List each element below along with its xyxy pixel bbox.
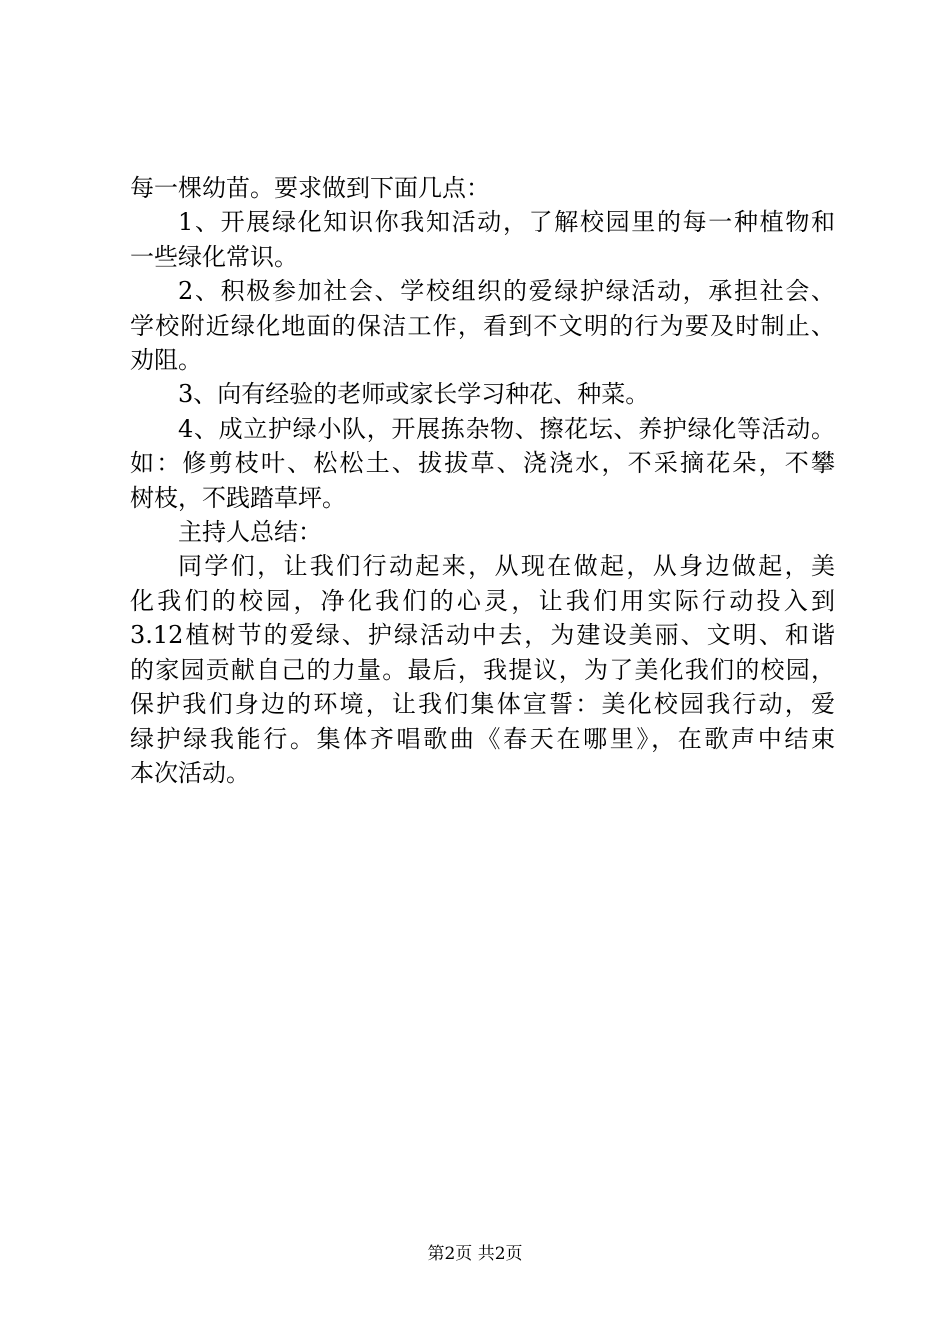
text-line: 一些绿化常识。 [130, 242, 298, 271]
page-number-footer: 第2页 共2页 [427, 1244, 523, 1264]
document-body [130, 171, 835, 790]
text-line: 绿护绿我能行。集体齐唱歌曲《春天在哪里》，在歌声中结束 [130, 724, 835, 753]
text-line: 树枝，不践踏草坪。 [130, 483, 346, 512]
text-line: 的家园贡献自己的力量。最后，我提议，为了美化我们的校园， [130, 655, 835, 684]
text-line: 1、开展绿化知识你我知活动，了解校园里的每一种植物和 [178, 208, 835, 237]
text-line: 劝阻。 [130, 346, 202, 375]
text-line: 同学们，让我们行动起来，从现在做起，从身边做起，美 [178, 552, 835, 581]
text-line: 化我们的校园，净化我们的心灵，让我们用实际行动投入到 [130, 586, 835, 615]
section-heading: 主持人总结： [178, 518, 322, 547]
text-line: 2、积极参加社会、学校组织的爱绿护绿活动，承担社会、 [178, 277, 835, 306]
text-line: 保护我们身边的环境，让我们集体宣誓：美化校园我行动，爱 [130, 690, 835, 719]
text-line: 本次活动。 [130, 758, 250, 787]
text-line: 4、成立护绿小队，开展拣杂物、擦花坛、养护绿化等活动。 [178, 414, 835, 443]
text-line: 学校附近绿化地面的保洁工作，看到不文明的行为要及时制止、 [130, 311, 835, 340]
text-line: 如：修剪枝叶、松松土、拔拔草、浇浇水，不采摘花朵，不攀 [130, 449, 835, 478]
text-line: 3.12植树节的爱绿、护绿活动中去，为建设美丽、文明、和谐 [130, 621, 835, 650]
text-line: 每一棵幼苗。要求做到下面几点： [130, 174, 490, 202]
text-line: 3、向有经验的老师或家长学习种花、种菜。 [178, 380, 650, 409]
